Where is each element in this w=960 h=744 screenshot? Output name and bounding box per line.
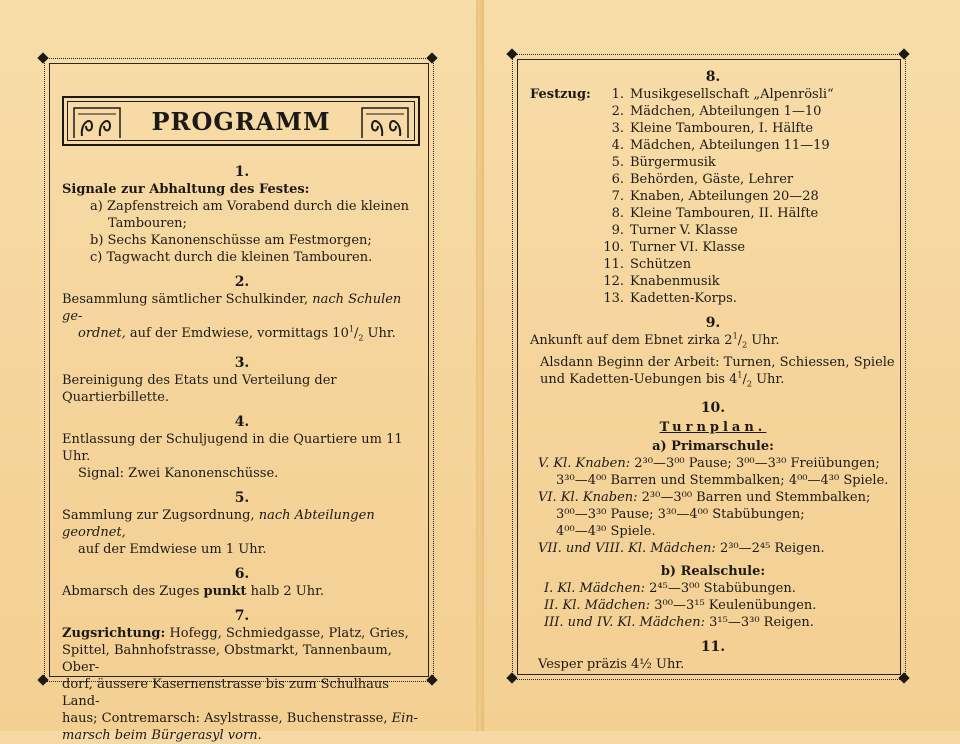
fraction-num: 1 <box>348 324 354 334</box>
text-line: Spittel, Bahnhofstrasse, Obstmarkt, Tannenbaum, Ober- <box>62 642 392 675</box>
text-line <box>62 583 422 600</box>
class-label: V. Kl. Knaben: <box>538 456 631 472</box>
text-span: auf der Emdwiese, vormittags 10 <box>125 326 349 341</box>
item-text: Knaben, Abteilungen 20—28 <box>630 189 819 204</box>
subsection-heading: a) Primarschule: <box>652 439 774 455</box>
item-number: 9. <box>611 223 624 238</box>
item-number: 1. <box>611 87 624 102</box>
fraction-slash: / <box>353 326 359 341</box>
turnplan-title: Turnplan. <box>659 420 767 436</box>
fraction-slash: / <box>742 371 747 387</box>
text-span: Ein- <box>391 710 419 726</box>
class-label: VI. Kl. Knaben: <box>538 490 638 506</box>
festzug-spacer <box>530 103 600 120</box>
item-number: 11. <box>603 257 624 272</box>
festzug-item <box>530 256 896 273</box>
item-number: 3. <box>611 121 624 136</box>
festzug-spacer <box>530 154 600 171</box>
text-line <box>530 371 896 393</box>
text-span: 2³⁰—3⁰⁰ Barren und Stemmbalken; <box>637 490 871 506</box>
text-line: 4⁰⁰—4³⁰ Spiele. <box>556 524 656 540</box>
item-text: Kleine Tambouren, II. Hälfte <box>630 206 819 221</box>
text-span: und Kadetten-Uebungen bis 4 <box>540 371 738 387</box>
text-line: Entlassung der Schuljugend in die Quartiere um 11 Uhr. <box>62 431 403 464</box>
fraction-den: 2 <box>746 379 752 389</box>
text-line <box>530 455 896 472</box>
class-label: VII. und VIII. Kl. Mädchen: <box>538 541 716 557</box>
section-key: Zugsrichtung: <box>62 625 166 641</box>
fraction-num: 1 <box>732 331 738 341</box>
text-span: Hofegg, Schmiedgasse, Platz, Gries, <box>165 625 409 641</box>
text-line: 3⁰⁰—3³⁰ Pause; 3³⁰—4⁰⁰ Stabübungen; <box>556 507 805 523</box>
item-number: 2. <box>611 104 624 119</box>
text-span: Besammlung sämtlicher Schulkinder, <box>62 292 313 307</box>
text-span: nach Abteilungen geordnet, <box>62 507 375 540</box>
item-text: Knabenmusik <box>630 274 720 289</box>
page-title: PROGRAMM <box>151 107 331 136</box>
item-text: Turner VI. Klasse <box>630 240 746 255</box>
class-label: I. Kl. Mädchen: <box>544 581 646 597</box>
festzug-spacer <box>530 188 600 205</box>
festzug-item <box>530 273 896 290</box>
text-line: dorf, äussere Kasernenstrasse bis zum Schulhaus Land- <box>62 676 389 709</box>
festzug-spacer <box>530 120 600 137</box>
text-line <box>62 710 422 727</box>
text-line <box>530 597 896 614</box>
item-number: 6. <box>611 172 624 187</box>
festzug-spacer <box>530 222 600 239</box>
text-span: 3¹⁵—3³⁰ Reigen. <box>705 615 814 631</box>
text-span: Uhr. <box>751 371 785 387</box>
section-number: 6. <box>234 565 250 582</box>
text-span: punkt <box>203 583 247 599</box>
festzug-item <box>530 188 896 205</box>
section-number: 7. <box>234 607 250 624</box>
fraction-den: 2 <box>358 333 364 343</box>
item-number: 12. <box>603 274 624 289</box>
item-number: 8. <box>611 206 624 221</box>
item-number: 5. <box>611 155 624 170</box>
festzug-item <box>530 120 896 137</box>
festzug-spacer <box>530 171 600 188</box>
festzug-item <box>530 222 896 239</box>
right-ornament-icon <box>358 102 412 142</box>
item-number: 7. <box>611 189 624 204</box>
text-line: Signal: Zwei Kanonenschüsse. <box>78 465 279 481</box>
festzug-spacer <box>530 273 600 290</box>
item-text: Bürgermusik <box>630 155 716 170</box>
text-line: marsch beim Bürgerasyl vorn. <box>62 727 262 743</box>
text-span: halb 2 Uhr. <box>246 583 325 599</box>
item-text: Mädchen, Abteilungen 1—10 <box>630 104 822 119</box>
text-line <box>62 507 422 541</box>
text-line: Vesper präzis 4½ Uhr. <box>538 657 685 673</box>
festzug-item <box>530 239 896 256</box>
text-span: Ankunft auf dem Ebnet zirka 2 <box>530 333 733 348</box>
section-number: 5. <box>234 489 250 506</box>
festzug-label: Festzug: <box>530 87 591 102</box>
text-line <box>530 540 896 557</box>
item-text: Behörden, Gäste, Lehrer <box>630 172 794 187</box>
left-ornament-icon <box>70 102 124 142</box>
text-line: Alsdann Beginn der Arbeit: Turnen, Schiessen, Spiele <box>540 354 895 370</box>
text-line <box>62 325 422 347</box>
item-text: Kadetten-Korps. <box>630 291 737 306</box>
class-label: II. Kl. Mädchen: <box>544 598 651 614</box>
item-number: 10. <box>603 240 624 255</box>
text-span: Uhr. <box>747 333 780 348</box>
left-content <box>62 156 422 744</box>
festzug-item <box>530 290 896 307</box>
text-line <box>62 625 422 642</box>
item-text: Kleine Tambouren, I. Hälfte <box>630 121 814 136</box>
text-line <box>530 489 896 506</box>
class-label: III. und IV. Kl. Mädchen: <box>544 615 706 631</box>
text-span: Abmarsch des Zuges <box>62 583 204 599</box>
item-text: Schützen <box>630 257 692 272</box>
list-item: a) Zapfenstreich am Vorabend durch die kleinen <box>90 199 410 214</box>
festzug-spacer <box>530 290 600 307</box>
list-item: c) Tagwacht durch die kleinen Tambouren. <box>90 250 373 265</box>
text-line <box>62 291 422 325</box>
festzug-spacer <box>530 256 600 273</box>
text-line: 3³⁰—4⁰⁰ Barren und Stemmbalken; 4⁰⁰—4³⁰ Spiele. <box>556 473 889 489</box>
section-number: 1. <box>234 164 250 180</box>
text-span: haus; Contremarsch: Asylstrasse, Buchenstrasse, <box>62 710 392 726</box>
section-number: 9. <box>705 315 721 331</box>
festzug-list <box>530 86 896 307</box>
item-text: Turner V. Klasse <box>630 223 738 238</box>
text-line <box>530 580 896 597</box>
subsection-heading: b) Realschule: <box>660 564 766 580</box>
festzug-item <box>530 205 896 222</box>
festzug-item <box>530 171 896 188</box>
section-number: 4. <box>234 413 250 430</box>
section-number: 10. <box>700 400 726 417</box>
text-span: 2³⁰—2⁴⁵ Reigen. <box>715 541 825 557</box>
festzug-item <box>530 137 896 154</box>
text-span: 2⁴⁵—3⁰⁰ Stabübungen. <box>645 581 796 597</box>
item-number: 4. <box>611 138 624 153</box>
list-item-cont: Tambouren; <box>108 216 187 231</box>
page-fold <box>476 0 484 731</box>
text-line: Bereinigung des Etats und Verteilung der Quartierbillette. <box>62 372 337 405</box>
festzug-item <box>530 86 896 103</box>
text-line <box>530 614 896 631</box>
text-line <box>530 332 896 354</box>
festzug-spacer <box>530 205 600 222</box>
item-text: Musikgesellschaft „Alpenrösli“ <box>630 87 834 102</box>
section-number: 8. <box>705 69 721 85</box>
festzug-item <box>530 154 896 171</box>
title-banner <box>62 96 420 146</box>
festzug-spacer <box>530 137 600 154</box>
fraction-den: 2 <box>742 340 748 350</box>
text-line: auf der Emdwiese um 1 Uhr. <box>78 541 267 557</box>
item-text: Mädchen, Abteilungen 11—19 <box>630 138 830 153</box>
text-span: nach Schulen ge- <box>62 292 402 324</box>
text-span: 2³⁰—3⁰⁰ Pause; 3⁰⁰—3³⁰ Freiübungen; <box>630 456 880 472</box>
section-number: 2. <box>234 274 250 290</box>
text-span: 3⁰⁰—3¹⁵ Keulenübungen. <box>650 598 817 614</box>
festzug-spacer <box>530 239 600 256</box>
section-number: 3. <box>234 354 250 371</box>
fraction-num: 1 <box>737 370 743 380</box>
text-span: Sammlung zur Zugsordnung, <box>62 507 259 523</box>
item-number: 13. <box>603 291 624 306</box>
fraction-slash: / <box>737 333 743 348</box>
list-item: b) Sechs Kanonenschüsse am Festmorgen; <box>90 233 372 248</box>
section-heading: Signale zur Abhaltung des Festes: <box>62 182 310 197</box>
right-content <box>530 64 896 673</box>
festzug-item <box>530 103 896 120</box>
text-span: ordnet, <box>78 326 126 341</box>
section-number: 11. <box>700 639 726 656</box>
text-span: Uhr. <box>363 326 396 341</box>
